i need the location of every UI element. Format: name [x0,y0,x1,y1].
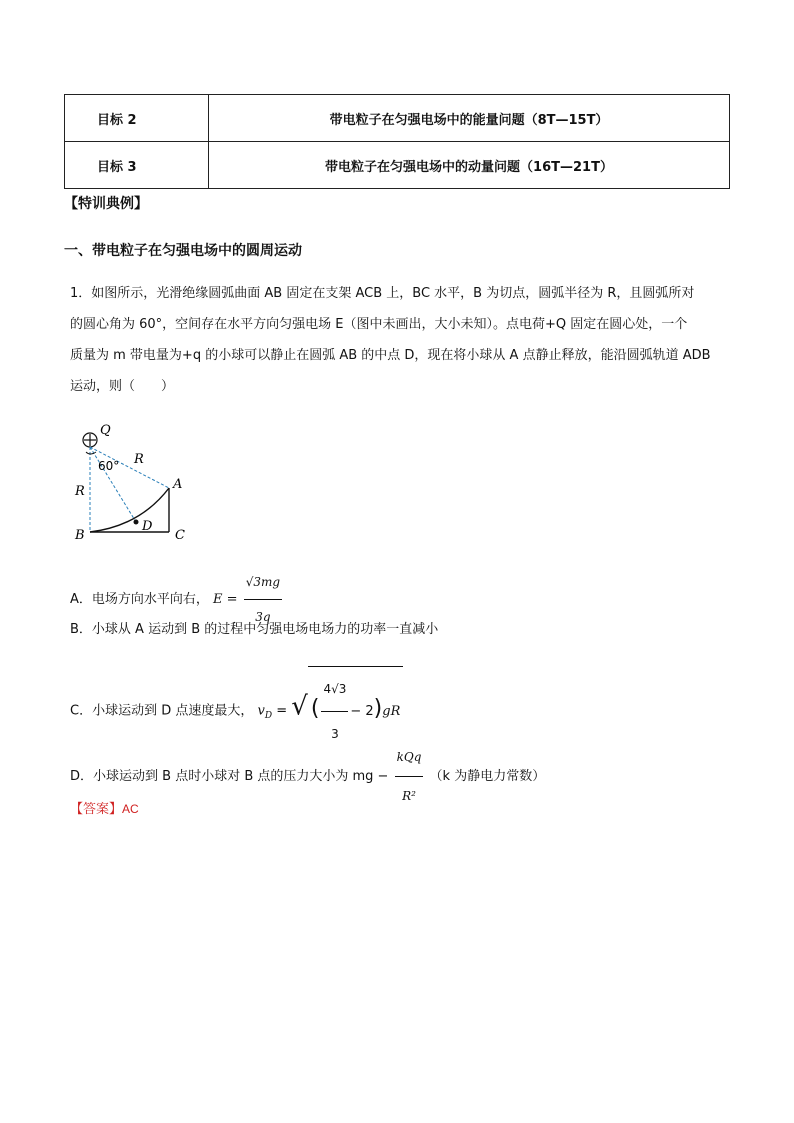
question-line-2: 的圆心角为 60°，空间存在水平方向匀强电场 E（图中未画出，大小未知）。点电荷+Q 固定在圆心处，一个 [70,317,688,332]
option-A-text: A．电场方向水平向右， [70,592,209,607]
question-text: 如图所示，光滑绝缘圆弧曲面 AB 固定在支架 ACB 上，BC 水平，B 为切点，圆弧半径为 R，且圆弧所对 [91,286,695,301]
section-title: 【特训典例】 [64,196,148,212]
label-D: D [142,519,153,534]
goal-text: 带电粒子在匀强电场中的动量问题（16T—21T） [209,142,730,189]
label-R-left: R [75,484,85,499]
arc-AB [90,488,169,532]
fraction-denominator: 3 [331,727,339,741]
option-A-lhs: E = [213,592,238,607]
question-line-4: 运动，则（ ） [70,379,175,394]
goal-row [65,142,730,189]
label-angle: 60° [98,459,120,473]
label-A: A [173,477,183,492]
option-C-radicand: ( $\frac{4√3}{3}$ − 2)gR [308,666,404,756]
label-R-top: R [134,452,144,467]
fraction-numerator: 4√3 [321,667,348,712]
fraction-numerator: kQq [395,738,424,777]
option-C-subscript: D [264,711,273,722]
goal-label: 目标 3 [65,142,209,189]
goals-table [64,94,730,189]
option-B: B．小球从 A 运动到 B 的过程中匀强电场电场力的功率一直减小 [70,622,439,637]
label-B: B [75,528,85,543]
sqrt-icon: √ [291,691,308,722]
goal-text: 带电粒子在匀强电场中的能量问题（8T—15T） [209,95,730,142]
option-C-lhs: v [257,703,265,719]
angle-arc [86,452,96,454]
physics-diagram [70,418,200,548]
option-D-text: D．小球运动到 B 点时小球对 B 点的压力大小为 mg − [70,769,389,784]
fraction-denominator: R² [402,789,416,803]
ball-D-icon [134,520,139,525]
label-C: C [175,528,185,543]
goal-row [65,95,730,142]
answer-value: AC [122,802,139,816]
option-C-gR: gR [382,704,401,719]
question-line-3: 质量为 m 带电量为+q 的小球可以静止在圆弧 AB 的中点 D，现在将小球从 A 点静止释放，能沿圆弧轨道 ADB [70,348,711,363]
option-C-tail: − 2 [350,704,374,719]
option-C-equals: = [276,703,288,719]
label-Q: Q [100,423,111,438]
question-number: 1． [70,286,92,301]
option-D-note: （k 为静电力常数） [429,769,546,784]
option-D-fraction [395,738,424,815]
fraction-numerator: √3mg [244,565,282,600]
answer-label: 【答案】 [70,802,123,817]
goal-label: 目标 2 [65,95,209,142]
subsection-title: 一、带电粒子在匀强电场中的圆周运动 [64,243,302,259]
answer [70,798,139,817]
fraction-denominator: 3q [255,610,271,624]
option-C-text: C．小球运动到 D 点速度最大， [70,703,254,719]
option-D [70,738,545,815]
question-line-1 [70,284,694,304]
